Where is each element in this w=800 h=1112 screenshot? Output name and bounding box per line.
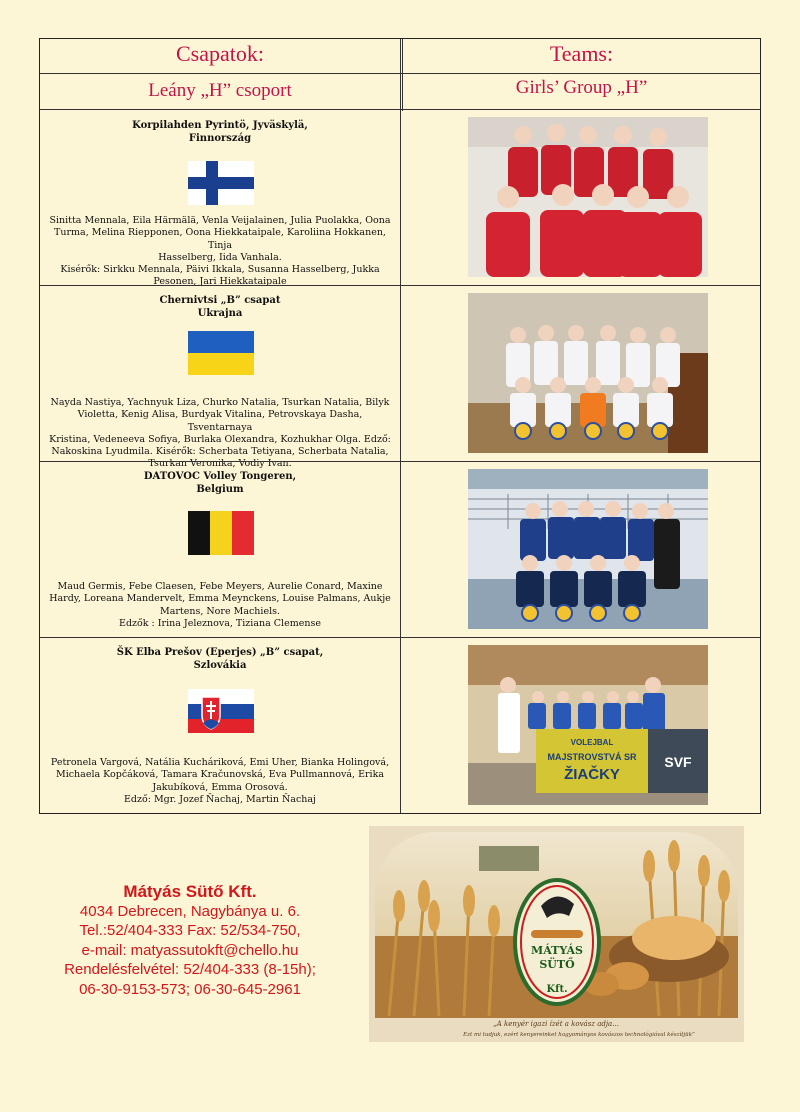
header-english: Teams: [549,41,614,66]
bakery-name: Mátyás Sütő Kft. [123,882,257,901]
team-roster: Maud Germis, Febe Claesen, Febe Meyers, Aurelie Conard, Maxine Hardy, Loreana Mandervelt, Emma Meynckens, Louise Palmans, Aukje Martens, Nore Machiels. Edzők : Irina Jeleznova, Tiziana Clemense [49,581,391,629]
header-line [40,73,760,74]
logo-kft: Kft. [546,984,568,995]
team-row-belgium [40,461,760,637]
flag-slovakia [188,689,254,733]
flag-belgium [188,511,254,555]
team-row-slovakia [40,637,760,813]
flag-ukraine [188,331,254,375]
banner-line1: VOLEJBAL [570,738,614,747]
slogan-line1: „A kenyér igazi ízét a kovász adja... [493,1020,619,1028]
teams-table [39,38,761,814]
slogan-line2: Ezt mi tudjuk, ezért kenyereinket hagyományos kovászos technológiával készítjük” [463,1032,695,1038]
team-name: DATOVOC Volley Tongeren, Belgium [143,471,297,495]
bakery-contact [40,882,340,999]
team-photo-slovakia [468,645,708,805]
group-title-english: Girls’ Group „H” [515,77,648,98]
row-divider [400,109,401,285]
header-hungarian: Csapatok: [176,41,264,66]
banner-logo: SVF [664,754,692,770]
group-title-hungarian: Leány „H” csoport [148,80,292,101]
team-name: ŠK Elba Prešov (Eperjes) „B” csapat, Szlovákia [116,647,324,671]
team-roster: Sinitta Mennala, Eila Härmälä, Venla Veijalainen, Julia Puolakka, Oona Turma, Melina Riepponen, Oona Hiekkataipale, Karoliina Hokkanen, Tinja Hasselberg, Iida Vanhala. Kisérők: Sirkku Mennala, Päivi Ikkala, Susanna Hasselberg, Jukka Pesonen, Jari Hiekkataipale [49,215,391,288]
logo-line2: SÜTŐ [539,958,575,971]
flag-finland [188,161,254,205]
team-roster: Nayda Nastiya, Yachnyuk Liza, Churko Natalia, Tsurkan Natalia, Bilyk Violetta, Kenig Alisa, Burdyak Vitalina, Petrovskaya Dasha, Tsventarnaya Kristina, Vedeneeva Sofiya, Burlaka Olexandra, Kozhukhar Olga. Edző: Nakoskina Lyudmila. Kisérők: Scherbata Tetiyana, Scherbata Natalia, Tsurkan Veronika, Vodiy Ivan. [49,397,391,470]
bakery-ad-image [369,826,744,1042]
bakery-orders: Rendelésfelvétel: 52/404-333 (8-15h); [64,961,316,978]
team-row-ukraine [40,285,760,470]
bakery-mobile: 06-30-9153-573; 06-30-645-2961 [79,980,301,998]
team-photo-ukraine [468,293,708,453]
banner-line2: MAJSTROVSTVÁ SR [547,752,637,762]
team-photo-finland [468,117,708,277]
team-name: Chernivtsi „B” csapat Ukrajna [159,295,281,319]
row-divider [400,285,401,461]
bakery-address: 4034 Debrecen, Nagybánya u. 6. [79,902,301,920]
bakery-phone: Tel.:52/404-333 Fax: 52/534-750, [79,922,301,939]
team-row-finland [40,109,760,288]
team-name: Korpilahden Pyrintö, Jyväskylä, Finnország [132,120,308,144]
logo-line1: MÁTYÁS [531,944,583,957]
banner-line3: ŽIAČKY [564,766,620,783]
team-roster: Petronela Vargová, Natália Kucháriková, Emi Uher, Bianka Holingová, Michaela Kopčáková, Tamara Kračunovská, Eva Pullmannová, Erika Jakubíková, Emma Orosová. Edző: Mgr. Jozef Ňachaj, Martin Ňachaj [50,757,390,805]
row-divider [400,637,401,813]
row-divider [400,461,401,637]
bakery-email: e-mail: matyassutokft@chello.hu [81,941,299,959]
team-photo-belgium [468,469,708,629]
